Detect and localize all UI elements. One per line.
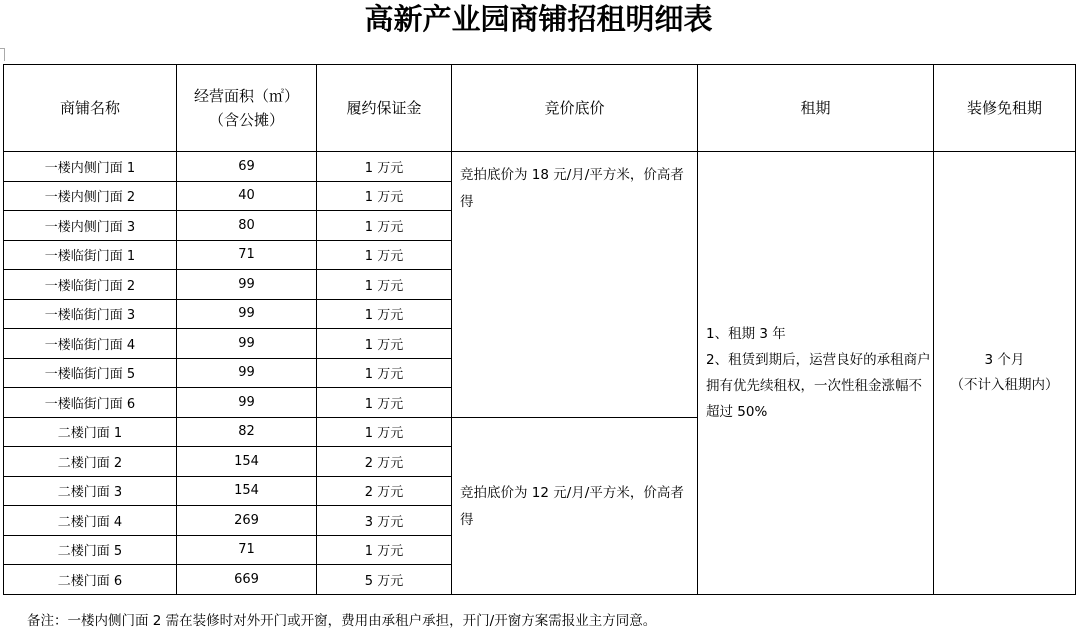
rent-free-line1: 3 个月: [984, 351, 1025, 368]
shop-name: 二楼门面 5: [4, 535, 177, 565]
shop-deposit: 1 万元: [317, 535, 452, 565]
page-title: 高新产业园商铺招租明细表: [364, 2, 713, 36]
header-row: [4, 65, 1076, 152]
shop-deposit: 1 万元: [317, 240, 452, 270]
lease-line2: 2、租赁到期后，运营良好的承租商户拥有优先续租权，一次性租金涨幅不超过 50%: [706, 351, 931, 420]
shop-area: 669: [177, 565, 317, 595]
shop-area: 99: [177, 270, 317, 300]
shop-area: 71: [177, 240, 317, 270]
shop-deposit: 5 万元: [317, 565, 452, 595]
header-base-price: 竞价底价: [452, 65, 698, 152]
shop-name: 一楼临街门面 1: [4, 240, 177, 270]
header-area: [177, 65, 317, 152]
shop-deposit: 2 万元: [317, 476, 452, 506]
shop-area: 99: [177, 358, 317, 388]
shop-name: 一楼临街门面 5: [4, 358, 177, 388]
rent-free-cell: [934, 152, 1076, 595]
shop-area: 99: [177, 299, 317, 329]
shop-deposit: 1 万元: [317, 358, 452, 388]
shop-name: 一楼临街门面 4: [4, 329, 177, 359]
shop-name: 二楼门面 4: [4, 506, 177, 536]
header-name: 商铺名称: [4, 65, 177, 152]
shop-area: 69: [177, 152, 317, 182]
shop-name: 二楼门面 2: [4, 447, 177, 477]
corner-mark: [0, 48, 5, 61]
header-area-line1: 经营面积（㎡）: [193, 87, 299, 105]
shop-area: 269: [177, 506, 317, 536]
shop-name: 一楼临街门面 3: [4, 299, 177, 329]
shop-deposit: 1 万元: [317, 417, 452, 447]
shop-area: 154: [177, 447, 317, 477]
shop-deposit: 1 万元: [317, 181, 452, 211]
header-area-line2: （含公摊）: [208, 111, 284, 129]
shop-area: 71: [177, 535, 317, 565]
base-price-floor1: 竞拍底价为 18 元/月/平方米，价高者得: [452, 152, 698, 418]
shop-deposit: 1 万元: [317, 299, 452, 329]
shop-name: 一楼临街门面 6: [4, 388, 177, 418]
shop-deposit: 1 万元: [317, 388, 452, 418]
shop-deposit: 1 万元: [317, 211, 452, 241]
footnote: 备注：一楼内侧门面 2 需在装修时对外开门或开窗，费用由承租户承担，开门/开窗方案需报业主方同意。: [27, 613, 657, 629]
shop-deposit: 1 万元: [317, 329, 452, 359]
shop-name: 一楼内侧门面 1: [4, 152, 177, 182]
shop-deposit: 2 万元: [317, 447, 452, 477]
shop-name: 一楼内侧门面 2: [4, 181, 177, 211]
shop-name: 一楼内侧门面 3: [4, 211, 177, 241]
base-price-floor2: 竞拍底价为 12 元/月/平方米，价高者得: [452, 417, 698, 594]
shop-name: 一楼临街门面 2: [4, 270, 177, 300]
shop-deposit: 1 万元: [317, 270, 452, 300]
shop-area: 154: [177, 476, 317, 506]
shop-name: 二楼门面 1: [4, 417, 177, 447]
shop-name: 二楼门面 3: [4, 476, 177, 506]
shop-area: 80: [177, 211, 317, 241]
shop-area: 82: [177, 417, 317, 447]
shop-area: 99: [177, 388, 317, 418]
shop-name: 二楼门面 6: [4, 565, 177, 595]
table-row: [4, 152, 1076, 182]
shop-deposit: 3 万元: [317, 506, 452, 536]
rent-free-line2: （不计入租期内）: [950, 376, 1059, 393]
shop-area: 40: [177, 181, 317, 211]
lease-term-cell: [698, 152, 934, 595]
header-deposit: 履约保证金: [317, 65, 452, 152]
shop-area: 99: [177, 329, 317, 359]
header-lease-term: 租期: [698, 65, 934, 152]
shop-deposit: 1 万元: [317, 152, 452, 182]
shop-rental-table: [3, 64, 1076, 595]
header-rent-free: 装修免租期: [934, 65, 1076, 152]
lease-line1: 1、租期 3 年: [706, 325, 786, 342]
